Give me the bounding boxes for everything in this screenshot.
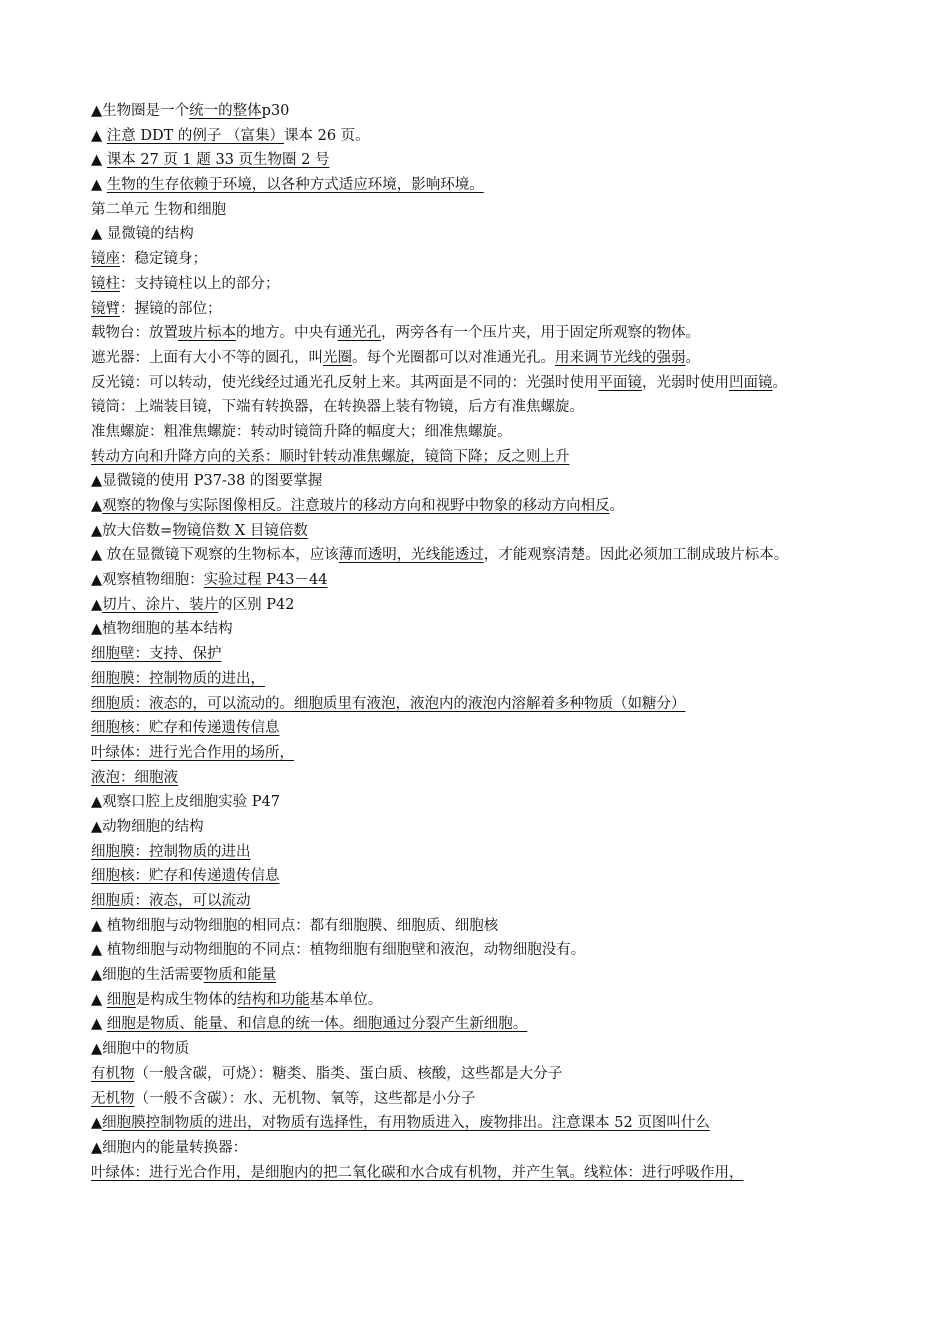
text-line <box>91 716 871 741</box>
underlined-text: 生物的生存依赖于环境，以各种方式适应环境，影响环境。 <box>106 177 484 194</box>
text-segment: 课本 26 页。 <box>284 127 370 144</box>
text-segment: ▲观察植物细胞： <box>91 572 204 589</box>
text-line <box>91 445 871 470</box>
text-segment: ▲ <box>91 1115 103 1132</box>
text-segment: ▲细胞内的能量转换器： <box>91 1139 248 1156</box>
underlined-text: 细胞壁：支持、保护 <box>91 646 222 663</box>
text-line <box>91 568 871 593</box>
text-segment: ▲植物细胞的基本结构 <box>91 621 233 638</box>
text-segment: ，才能观察清楚。因此必须加工制成玻片标本。 <box>483 547 789 564</box>
text-segment: ▲细胞的生活需要 <box>91 967 204 984</box>
underlined-text: 细胞 <box>106 991 136 1008</box>
text-line <box>91 692 871 717</box>
text-line <box>91 1012 871 1037</box>
text-line <box>91 963 871 988</box>
text-line <box>91 297 871 322</box>
underlined-text: 细胞膜控制物质的进出，对物质有选择性，有用物质进入，废物排出。注意课本 52 页图叫什么 <box>102 1115 710 1132</box>
text-segment: ▲ <box>91 177 107 194</box>
underlined-text: 细胞是物质、能量、和信息的统一体。细胞通过分裂产生新细胞。 <box>106 1016 528 1033</box>
text-line <box>91 148 871 173</box>
text-line <box>91 988 871 1013</box>
text-segment: ：握镜的部位； <box>120 300 222 317</box>
text-segment: ▲显微镜的使用 P37-38 的图要掌握 <box>91 473 323 490</box>
text-line <box>91 815 871 840</box>
text-segment: ▲ <box>91 991 107 1008</box>
underlined-text: 镜柱 <box>91 275 120 292</box>
text-segment: ：稳定镜身； <box>120 251 207 268</box>
text-line <box>91 1062 871 1087</box>
text-line <box>91 519 871 544</box>
text-segment: p30 <box>261 103 290 119</box>
text-line <box>91 198 871 223</box>
text-segment: ▲动物细胞的结构 <box>91 818 204 835</box>
text-line <box>91 371 871 396</box>
text-line <box>91 642 871 667</box>
text-segment: 。 <box>772 374 787 391</box>
text-line <box>91 99 871 124</box>
text-segment: 。每个光圈都可以对准通光孔。 <box>352 349 555 366</box>
text-line <box>91 395 871 420</box>
text-segment: 反光镜：可以转动，使光线经过通光孔反射上来。其两面是不同的：光强时使用 <box>91 374 599 391</box>
underlined-text: 细胞核：贮存和传递遗传信息 <box>91 720 280 737</box>
text-line <box>91 1111 871 1136</box>
text-line <box>91 1136 871 1161</box>
underlined-text: 观察的物像与实际图像相反。注意玻片的移动方向和视野中物象的移动方向相反 <box>102 498 610 515</box>
text-line <box>91 938 871 963</box>
text-segment: 的区别 P42 <box>218 596 295 613</box>
text-line <box>91 247 871 272</box>
document-body <box>91 99 871 1185</box>
text-segment: ▲ 显微镜的结构 <box>91 226 194 243</box>
text-segment: 第二单元 生物和细胞 <box>91 201 227 218</box>
underlined-text: 课本 27 页 1 题 33 页生物圈 2 号 <box>106 152 330 169</box>
underlined-text: 光圈 <box>323 349 352 366</box>
underlined-text: 物镜倍数 X 目镜倍数 <box>172 522 308 539</box>
text-line <box>91 889 871 914</box>
text-line <box>91 272 871 297</box>
text-line <box>91 420 871 445</box>
text-line <box>91 864 871 889</box>
underlined-text: 切片、涂片、装片 <box>102 596 219 613</box>
text-line <box>91 494 871 519</box>
text-line <box>91 124 871 149</box>
text-line <box>91 1037 871 1062</box>
text-segment: ▲ <box>91 1016 107 1033</box>
underlined-text: 用来调节光线的强弱 <box>555 349 686 366</box>
text-segment: 。 <box>609 498 625 515</box>
text-line <box>91 346 871 371</box>
underlined-text: 细胞膜：控制物质的进出， <box>91 670 265 687</box>
text-line <box>91 173 871 198</box>
text-segment: ▲ 植物细胞与动物细胞的不同点：植物细胞有细胞壁和液泡，动物细胞没有。 <box>91 942 586 959</box>
text-line <box>91 790 871 815</box>
underlined-text: 凹面镜 <box>729 374 773 391</box>
text-segment: ▲细胞中的物质 <box>91 1041 190 1058</box>
text-segment: 基本单位。 <box>309 991 383 1008</box>
text-segment: ▲生物圈是一个 <box>91 103 190 119</box>
text-segment: 镜筒：上端装目镜，下端有转换器，在转换器上装有物镜，后方有准焦螺旋。 <box>91 399 584 416</box>
text-segment: （一般含碳，可烧）：糖类、脂类、蛋白质、核酸，这些都是大分子 <box>134 1065 563 1082</box>
text-line <box>91 321 871 346</box>
text-segment: ▲ <box>91 498 103 515</box>
underlined-text: 物质和能量 <box>203 967 277 984</box>
text-line <box>91 617 871 642</box>
text-segment: 。 <box>685 349 700 366</box>
text-line <box>91 469 871 494</box>
text-line <box>91 667 871 692</box>
text-segment: ▲观察口腔上皮细胞实验 P47 <box>91 794 280 811</box>
underlined-text: 统一的整体 <box>189 103 262 119</box>
underlined-text: 无机物 <box>91 1090 135 1107</box>
underlined-text: 液泡：细胞液 <box>91 769 178 786</box>
underlined-text: 实验过程 P43－44 <box>203 572 328 589</box>
underlined-text: 有机物 <box>91 1065 135 1082</box>
text-segment: ，光弱时使用 <box>642 374 729 391</box>
underlined-text: 注意 DDT 的例子 （富集） <box>106 127 285 144</box>
text-segment: 遮光器：上面有大小不等的圆孔，叫 <box>91 349 323 366</box>
text-line <box>91 1161 871 1186</box>
underlined-text: 叶绿体：进行光合作用，是细胞内的把二氧化碳和水合成有机物，并产生氧。线粒体：进行呼吸作用， <box>91 1164 744 1181</box>
underlined-text: 平面镜 <box>598 374 642 391</box>
underlined-text: 细胞质：液态，可以流动 <box>91 893 251 910</box>
underlined-text: 结构和功能 <box>237 991 310 1008</box>
underlined-text: 玻片标本 <box>178 325 236 342</box>
underlined-text: 薄而透明，光线能透过 <box>338 547 484 564</box>
text-line <box>91 1087 871 1112</box>
text-segment: （一般不含碳）：水、无机物、氧等，这些都是小分子 <box>134 1090 476 1107</box>
text-line <box>91 593 871 618</box>
underlined-text: 转动方向和升降方向的关系：顺时针转动准焦螺旋，镜筒下降；反之则上升 <box>91 448 570 465</box>
text-segment: ▲ 放在显微镜下观察的生物标本，应该 <box>91 547 339 564</box>
text-segment: 载物台：放置 <box>91 325 178 342</box>
text-segment: ▲ <box>91 152 107 169</box>
text-segment: ▲ <box>91 596 103 613</box>
text-line <box>91 840 871 865</box>
underlined-text: 叶绿体：进行光合作用的场所， <box>91 744 294 761</box>
underlined-text: 通光孔 <box>337 325 381 342</box>
text-segment: ▲ <box>91 127 107 144</box>
text-line <box>91 741 871 766</box>
underlined-text: 细胞膜：控制物质的进出 <box>91 843 251 860</box>
text-segment: 准焦螺旋：粗准焦螺旋：转动时镜筒升降的幅度大；细准焦螺旋。 <box>91 423 512 440</box>
underlined-text: 细胞核：贮存和传递遗传信息 <box>91 868 280 885</box>
underlined-text: 细胞质：液态的，可以流动的。细胞质里有液泡，液泡内的液泡内溶解着多种物质（如糖分） <box>91 695 686 712</box>
text-line <box>91 766 871 791</box>
text-segment: ▲放大倍数= <box>91 522 173 539</box>
underlined-text: 镜座 <box>91 251 120 268</box>
text-line <box>91 914 871 939</box>
underlined-text: 镜臂 <box>91 300 120 317</box>
text-segment: 的地方。中央有 <box>236 325 338 342</box>
text-line <box>91 543 871 568</box>
text-line <box>91 222 871 247</box>
text-segment: 是构成生物体的 <box>135 991 238 1008</box>
text-segment: ▲ 植物细胞与动物细胞的相同点：都有细胞膜、细胞质、细胞核 <box>91 917 499 934</box>
text-segment: ，两旁各有一个压片夹，用于固定所观察的物体。 <box>381 325 700 342</box>
text-segment: ：支持镜柱以上的部分； <box>120 275 280 292</box>
